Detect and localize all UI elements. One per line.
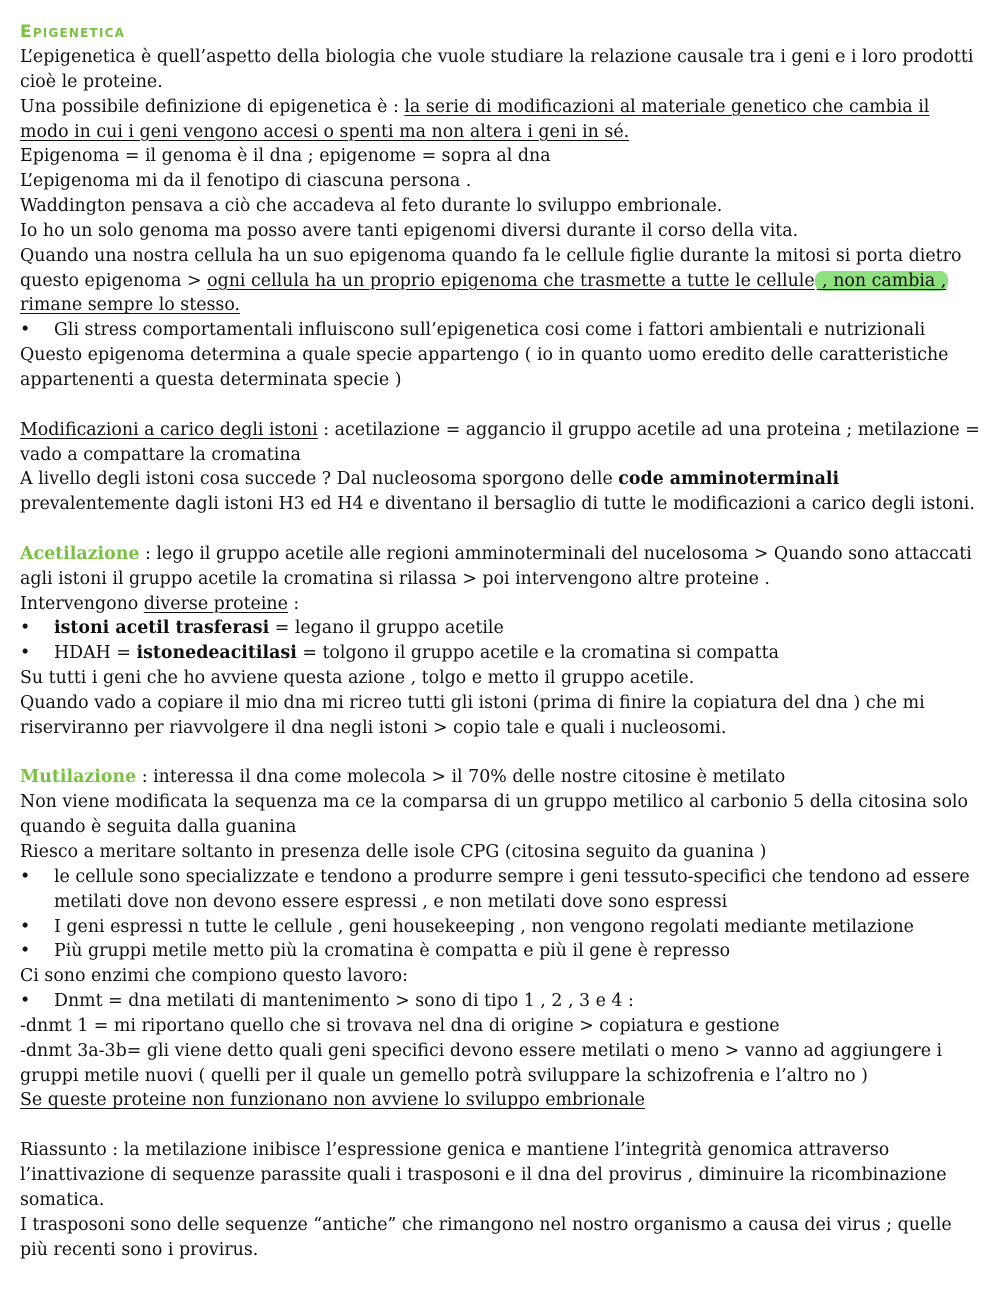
bullet-item: [20, 318, 980, 343]
paragraph-specie: Questo epigenoma determina a quale specie appartengo ( io in quanto uomo eredito delle caratteristiche appartenenti a questa determinata specie ): [20, 345, 949, 390]
modificazioni-heading: Modificazioni a carico degli istoni: [20, 419, 318, 440]
bullet-text: le cellule sono specializzate e tendono a produrre sempre i geni tessuto-specifici che tendono ad essere metilati dove non devono essere espressi , e non metilati dove sono espressi: [54, 866, 970, 912]
bullet-text: Dnmt = dna metilati di mantenimento > sono di tipo 1 , 2 , 3 e 4 :: [54, 991, 634, 1012]
paragraph-enzimi: Ci sono enzimi che compiono questo lavoro:: [20, 966, 409, 987]
bullet-item: [20, 989, 980, 1014]
spacer: [20, 741, 980, 766]
paragraph-intro: L’epigenetica è quell’aspetto della biologia che vuole studiare la relazione causale tra i geni e i loro prodotti cioè le proteine.: [20, 47, 974, 92]
paragraph-mitosi: [20, 244, 980, 319]
bullet-item: [20, 915, 980, 940]
bullet-item: [20, 939, 980, 964]
paragraph-acetilazione: [20, 542, 980, 592]
paragraph-fenotipo: L’epigenoma mi da il fenotipo di ciascuna persona .: [20, 171, 472, 192]
mutilazione-heading: Mutilazione: [20, 767, 137, 788]
code-amminoterminali: code amminoterminali: [618, 469, 840, 490]
bullet-text: I geni espressi n tutte le cellule , geni housekeeping , non vengono regolati mediante metilazione: [54, 916, 914, 937]
mitosi-lead: Quando una nostra cellula ha un suo epigenoma quando fa le cellule figlie durante la mitosi si porta dietro questo epigenoma >: [20, 245, 962, 291]
paragraph-modificazioni: [20, 418, 980, 468]
bullet-text: HDAH =: [54, 643, 137, 664]
mutilazione-text: : interessa il dna come molecola > il 70% delle nostre citosine è metilato: [136, 767, 786, 788]
bullet-bold: istoni acetil trasferasi: [54, 618, 270, 639]
section-title-epigenetica: Epigenetica: [20, 22, 126, 42]
paragraph-trasposoni: I trasposoni sono delle sequenze “antiche” che rimangono nel nostro organismo a causa dei virus ; quelle più recenti sono i provirus.: [20, 1214, 952, 1260]
bullet-text: = tolgono il gruppo acetile e la cromatina si compatta: [296, 643, 780, 664]
definition-underlined: la serie di modificazioni al materiale genetico che cambia il modo in cui i geni vengono accesi o spenti ma non altera i geni in sé.: [20, 96, 930, 142]
paragraph-intervengono: [20, 592, 980, 617]
paragraph-epigenoma: Epigenoma = il genoma è il dna ; epigenome = sopra al dna: [20, 146, 551, 167]
spacer: [20, 517, 980, 542]
paragraph-riassunto: Riassunto : la metilazione inibisce l’espressione genica e mantiene l’integrità genomica attraverso l’inattivazione di sequenze parassite quali i trasposoni e il dna del provirus , diminuire la ricombinazione somatica.: [20, 1140, 947, 1210]
paragraph-h3-h4: prevalentemente dagli istoni H3 ed H4 e diventano il bersaglio di tutte le modificazioni a carico degli istoni.: [20, 494, 975, 515]
paragraph-genoma: Io ho un solo genoma ma posso avere tanti epigenomi diversi durante il corso della vita.: [20, 220, 799, 241]
paragraph-dnmt1: -dnmt 1 = mi riportano quello che si trovava nel dna di origine > copiatura e gestione: [20, 1015, 780, 1036]
intervengono-text: Intervengono: [20, 593, 144, 614]
paragraph-sequenza: Non viene modificata la sequenza ma ce la comparsa di un gruppo metilico al carbonio 5 della citosina solo quando è seguita dalla guanina: [20, 792, 968, 838]
acetilazione-heading: Acetilazione: [20, 543, 140, 564]
bullet-text: Gli stress comportamentali influiscono sull’epigenetica cosi come i fattori ambientali e nutrizionali: [54, 320, 926, 341]
spacer: [20, 393, 980, 418]
mitosi-highlight: , non cambia ,: [816, 270, 947, 291]
sviluppo-underlined: Se queste proteine non funzionano non avviene lo sviluppo embrionale: [20, 1090, 645, 1111]
bullet-icon: •: [20, 866, 31, 887]
modificazioni-text: : acetilazione = aggancio il gruppo acetile ad una proteina ; metilazione = vado a compattare la cromatina: [20, 419, 980, 465]
bullet-icon: •: [20, 941, 31, 962]
bullet-icon: •: [20, 618, 31, 639]
intervengono-colon: :: [287, 593, 300, 614]
paragraph-dnmt3: -dnmt 3a-3b= gli viene detto quali geni specifici devono essere metilati o meno > vanno ad aggiungere i gruppi metile nuovi ( quelli per il quale un gemello potrà sviluppare la schizofrenia e l’altro no ): [20, 1040, 943, 1086]
bullet-icon: •: [20, 916, 31, 937]
paragraph-waddington: Waddington pensava a ciò che accadeva al feto durante lo sviluppo embrionale.: [20, 196, 723, 217]
bullet-icon: •: [20, 643, 31, 664]
bullet-text: Più gruppi metile metto più la cromatina è compatta e più il gene è represso: [54, 941, 731, 962]
paragraph-isole-cpg: Riesco a meritare soltanto in presenza delle isole CPG (citosina seguito da guanina ): [20, 842, 767, 862]
definition-lead: Una possibile definizione di epigenetica è :: [20, 96, 405, 117]
spacer: [20, 1113, 980, 1138]
paragraph-livello-istoni: [20, 467, 980, 492]
paragraph-mutilazione: [20, 765, 980, 790]
bullet-item: [20, 865, 980, 915]
livello-text: A livello degli istoni cosa succede ? Dal nucleosoma sporgono delle: [20, 469, 619, 490]
bullet-icon: •: [20, 320, 31, 341]
mitosi-underlined: ogni cellula ha un proprio epigenoma che trasmette a tutte le cellule: [207, 270, 815, 291]
paragraph-tutti-geni: Su tutti i geni che ho avviene questa azione , tolgo e metto il gruppo acetile.: [20, 668, 695, 689]
diverse-proteine: diverse proteine: [143, 593, 288, 614]
paragraph-definition: [20, 95, 980, 145]
paragraph-copiare-dna: Quando vado a copiare il mio dna mi ricreo tutti gli istoni (prima di finire la copiatura del dna ) che mi riserviranno per riavvolgere il dna negli istoni > copio tale e quali i nucleosomi.: [20, 692, 925, 738]
acetilazione-text: : lego il gruppo acetile alle regioni amminoterminali del nucelosoma > Quando sono attaccati agli istoni il gruppo acetile la cromatina si rilassa > poi intervengono altre proteine .: [20, 543, 972, 589]
bullet-text: = legano il gruppo acetile: [269, 618, 504, 639]
bullet-item: [20, 641, 980, 666]
bullet-item: [20, 616, 980, 641]
paragraph-sviluppo: [20, 1088, 980, 1113]
mitosi-underlined-end: rimane sempre lo stesso.: [20, 295, 241, 316]
bullet-bold: istonedeacitilasi: [136, 643, 297, 664]
bullet-icon: •: [20, 991, 31, 1012]
